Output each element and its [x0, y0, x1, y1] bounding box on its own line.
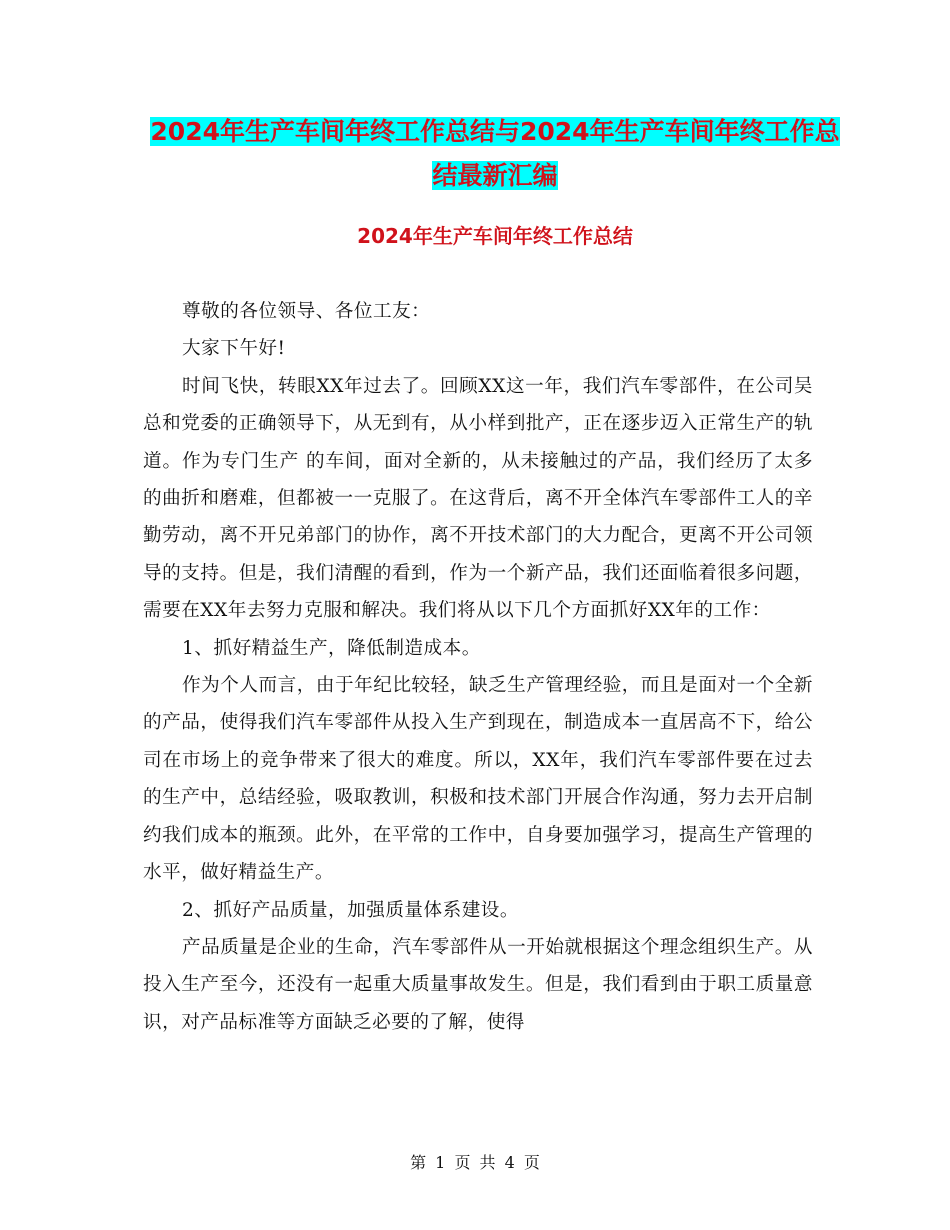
document-body: [143, 293, 813, 1041]
paragraph-heading-2: 2、抓好产品质量，加强质量体系建设。: [182, 899, 519, 921]
paragraph-quality: 产品质量是企业的生命，汽车零部件从一开始就根据这个理念组织生产。从投入生产至今，还没有一起重大质量事故发生。但是，我们看到由于职工质量意识，对产品标准等方面缺乏必要的了解，使得: [143, 936, 813, 1033]
paragraph-greeting: 大家下午好!: [182, 338, 286, 360]
section-title: 2024年生产车间年终工作总结: [357, 224, 633, 248]
document-title: [140, 110, 850, 198]
document-title-text: 2024年生产车间年终工作总结与2024年生产车间年终工作总结最新汇编: [150, 117, 840, 190]
paragraph-heading-1: 1、抓好精益生产，降低制造成本。: [182, 637, 481, 659]
paragraph-salutation: 尊敬的各位领导、各位工友：: [182, 301, 431, 322]
page-footer: 第 1 页 共 4 页: [410, 1153, 540, 1172]
paragraph-lean-production: 作为个人而言，由于年纪比较轻，缺乏生产管理经验，而且是面对一个全新的产品，使得我们汽车零部件从投入生产到现在，制造成本一直居高不下，给公司在市场上的竞争带来了很大的难度。所以，XX年，我们汽车零部件要在过去的生产中，总结经验，吸取教训，积极和技术部门开展合作沟通，努力去开启制约我们成本的瓶颈。此外，在平常的工作中，自身要加强学习，提高生产管理的水平，做好精益生产。: [143, 675, 813, 884]
paragraph-review: 时间飞快，转眼XX年过去了。回顾XX这一年，我们汽车零部件，在公司吴总和党委的正确领导下，从无到有，从小样到批产，正在逐步迈入正常生产的轨道。作为专门生产 的车间，面对全新的，从未接触过的产品，我们经历了太多的曲折和磨难，但都被一一克服了。在这背后，离不开全体汽车零部件工人的辛勤劳动，离不开兄弟部门的协作，离不开技术部门的大力配合，更离不开公司领导的支持。但是，我们清醒的看到，作为一个新产品，我们还面临着很多问题，需要在XX年去努力克服和解决。我们将从以下几个方面抓好XX年的工作：: [143, 375, 813, 622]
